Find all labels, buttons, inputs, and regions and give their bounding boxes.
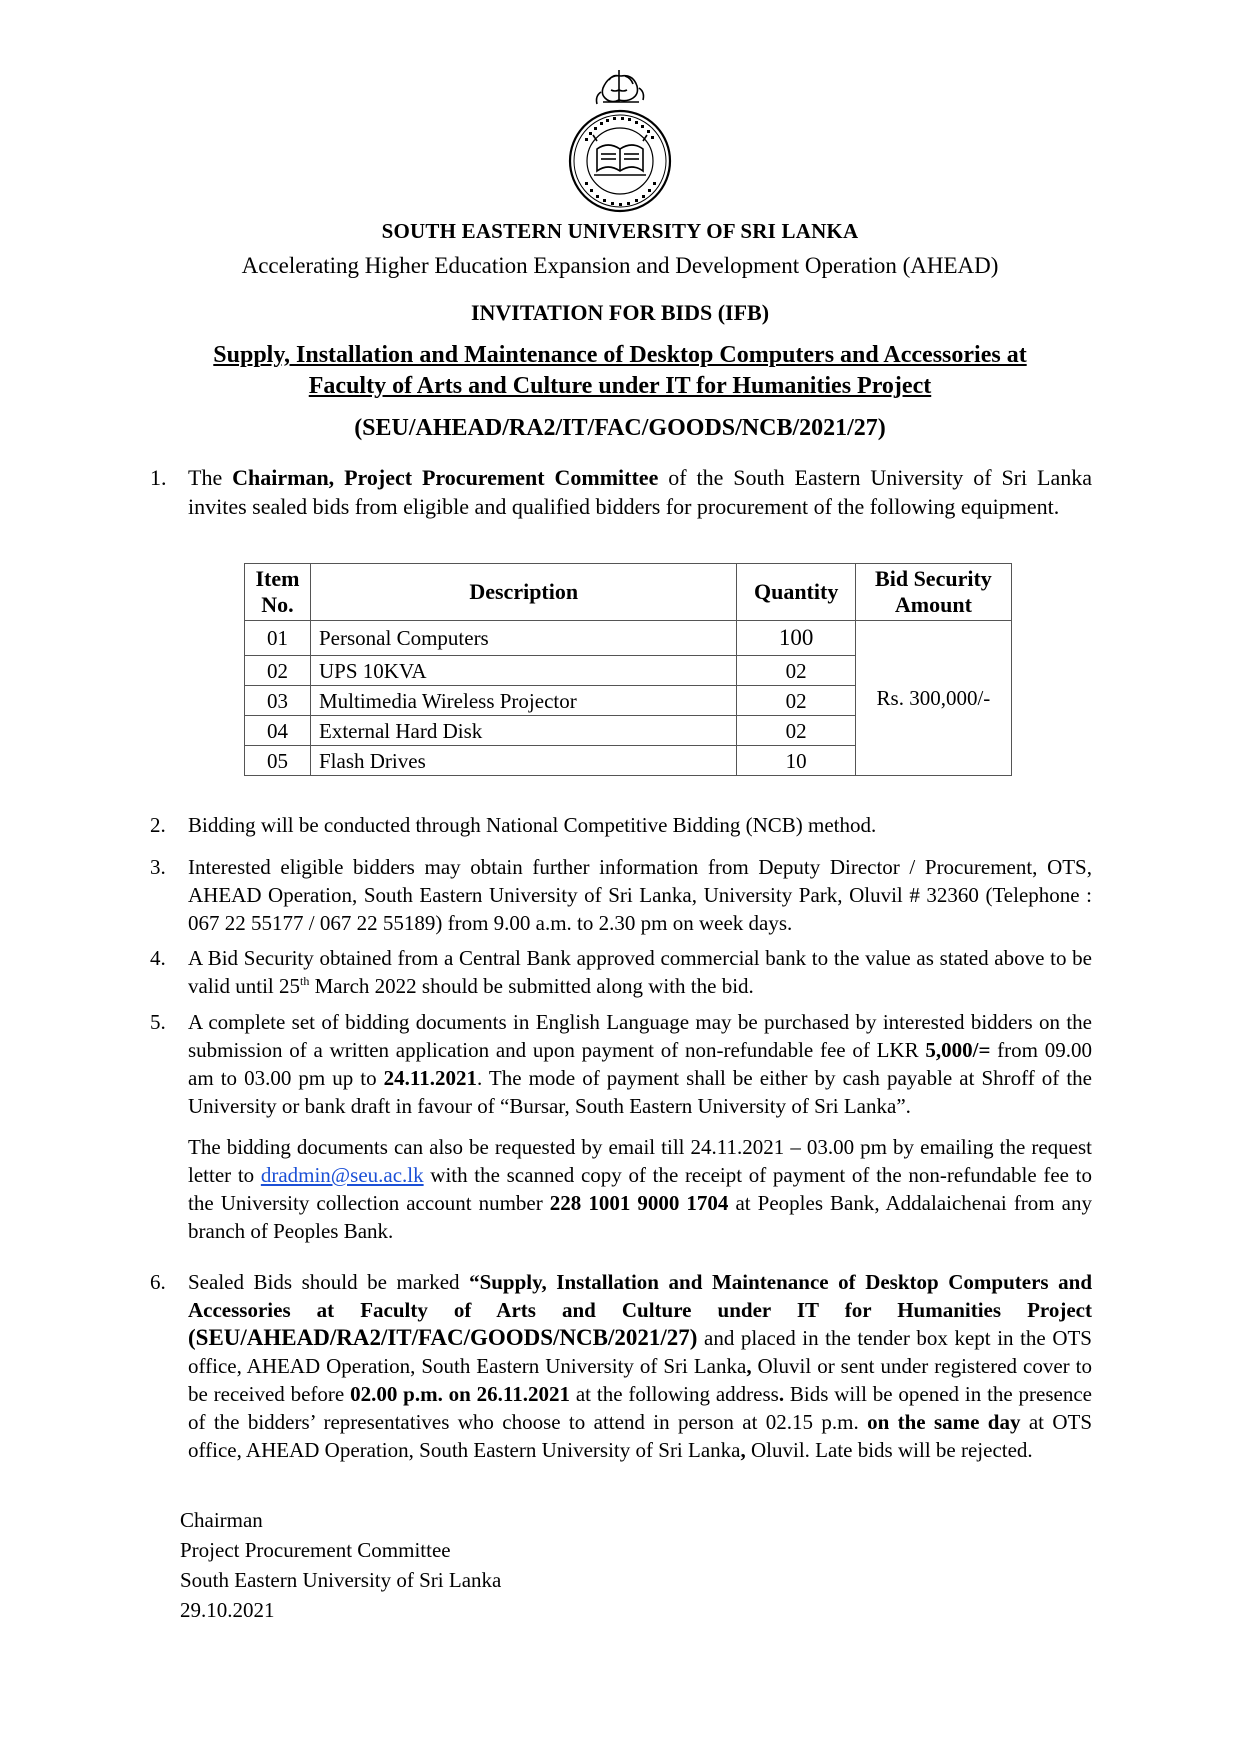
item-no: 05 xyxy=(245,746,311,776)
item-no: 02 xyxy=(245,656,311,686)
para6-comma2: , xyxy=(740,1438,746,1462)
header-description: Description xyxy=(311,564,737,621)
item-quantity: 02 xyxy=(737,686,855,716)
para5-d: The bidding documents can also be requested by email till 24.11.2021 – 03.00 pm by emailing the request letter to xyxy=(188,1135,1092,1187)
para6-b: and placed in the tender box kept in the OTS office, AHEAD Operation, South Eastern University of Sri Lanka xyxy=(188,1326,1092,1378)
para5-fee: 5,000/= xyxy=(925,1038,991,1062)
university-seal-logo xyxy=(563,66,678,216)
para4 xyxy=(188,944,1092,1000)
header-quantity: Quantity xyxy=(737,564,855,621)
item-description: Multimedia Wireless Projector xyxy=(311,686,737,716)
bid-subject-line2: Faculty of Arts and Culture under IT for Humanities Project xyxy=(308,373,932,399)
para2-number: 2. xyxy=(150,813,166,837)
para5 xyxy=(188,1008,1092,1120)
item-no: 04 xyxy=(245,716,311,746)
bid-security-amount: Rs. 300,000/- xyxy=(855,621,1011,776)
signature-block xyxy=(180,1505,501,1625)
para5-a: A complete set of bidding documents in English Language may be purchased by interested bidders on the submission of a written application and upon payment of non-refundable fee of LKR xyxy=(188,1010,1092,1062)
para2: Bidding will be conducted through National Competitive Bidding (NCB) method. xyxy=(188,813,877,837)
bid-subject-line1: Supply, Installation and Maintenance of Desktop Computers and Accessories at xyxy=(213,342,1027,368)
header-item-no: Item No. xyxy=(245,564,311,621)
signature-date: 29.10.2021 xyxy=(180,1598,275,1622)
item-description: Flash Drives xyxy=(311,746,737,776)
para5-date: 24.11.2021 xyxy=(383,1066,477,1090)
table-header-row xyxy=(245,564,1012,621)
para6-ref: (SEU/AHEAD/RA2/IT/FAC/GOODS/NCB/2021/27) xyxy=(188,1325,698,1350)
para6-e: Bids will be opened in the presence of the bidders’ representatives who choose to attend in person at 02.15 p.m. xyxy=(188,1382,1093,1434)
item-description: Personal Computers xyxy=(311,621,737,656)
para1-pre: The xyxy=(188,465,233,490)
para5-email-section xyxy=(188,1133,1092,1245)
bid-reference: (SEU/AHEAD/RA2/IT/FAC/GOODS/NCB/2021/27) xyxy=(354,415,886,441)
para6-c: Oluvil or sent under registered cover to be received before xyxy=(188,1354,1092,1406)
para6-g: Oluvil. Late bids will be rejected. xyxy=(745,1438,1033,1462)
para3-number: 3. xyxy=(150,855,166,879)
para6 xyxy=(188,1268,1092,1464)
document-type: INVITATION FOR BIDS (IFB) xyxy=(470,300,770,325)
para1-post: of the South Eastern University of Sri Lanka invites sealed bids from eligible and qualified bidders for procurement of the following equipment. xyxy=(188,465,1092,519)
para4-number: 4. xyxy=(150,946,166,970)
account-number: 228 1001 9000 1704 xyxy=(549,1191,729,1215)
para5-f: at Peoples Bank, Addalaichenai from any branch of Peoples Bank. xyxy=(188,1191,1092,1243)
program-name: Accelerating Higher Education Expansion and Development Operation (AHEAD) xyxy=(241,253,999,278)
para6-period: . xyxy=(778,1382,785,1406)
signature-committee: Project Procurement Committee xyxy=(180,1538,451,1562)
header-bid-security: Bid Security Amount xyxy=(855,564,1011,621)
para5-b: from 09.00 am to 03.00 pm up to xyxy=(188,1038,1092,1090)
item-no: 03 xyxy=(245,686,311,716)
para4-pre: A Bid Security obtained from a Central Bank approved commercial bank to the value as stated above to be valid until 25 xyxy=(188,946,1092,998)
signature-title: Chairman xyxy=(180,1508,263,1532)
item-quantity: 02 xyxy=(737,716,855,746)
items-table xyxy=(244,563,1012,776)
item-description: UPS 10KVA xyxy=(311,656,737,686)
para1-number: 1. xyxy=(150,465,167,490)
item-quantity: 100 xyxy=(737,621,855,656)
para4-post: March 2022 should be submitted along with the bid. xyxy=(309,974,754,998)
item-quantity: 10 xyxy=(737,746,855,776)
para6-f: at OTS office, AHEAD Operation, South Eastern University of Sri Lanka xyxy=(188,1410,1092,1462)
item-description: External Hard Disk xyxy=(311,716,737,746)
para1-bold: Chairman, Project Procurement Committee xyxy=(232,465,659,490)
table-row xyxy=(245,621,1012,656)
para6-number: 6. xyxy=(150,1270,166,1294)
para4-sup: th xyxy=(300,974,310,988)
para6-deadline: 02.00 p.m. on 26.11.2021 xyxy=(350,1382,571,1406)
para6-a: Sealed Bids should be marked xyxy=(188,1270,470,1294)
para6-d: at the following address xyxy=(570,1382,779,1406)
para3: Interested eligible bidders may obtain further information from Deputy Director / Procurement, OTS, AHEAD Operation, South Eastern University of Sri Lanka, University Park, Oluvil # 32360 (Telephone : 067 22 55177 / 067 22 55189) from 9.00 a.m. to 2.30 pm on week days. xyxy=(188,855,1092,935)
bid-subject xyxy=(0,340,1240,402)
university-name: SOUTH EASTERN UNIVERSITY OF SRI LANKA xyxy=(381,219,859,243)
para1 xyxy=(188,463,1092,521)
para5-e: with the scanned copy of the receipt of payment of the non-refundable fee to the University collection account number xyxy=(188,1163,1092,1215)
email-link[interactable]: dradmin@seu.ac.lk xyxy=(260,1163,424,1187)
para6-same-day: on the same day xyxy=(867,1410,1021,1434)
para6-comma1: , xyxy=(746,1354,752,1378)
para5-c: . The mode of payment shall be either by cash payable at Shroff of the University or bank draft in favour of “Bursar, South Eastern University of Sri Lanka”. xyxy=(188,1066,1092,1118)
signature-university: South Eastern University of Sri Lanka xyxy=(180,1568,502,1592)
item-quantity: 02 xyxy=(737,656,855,686)
para5-number: 5. xyxy=(150,1010,166,1034)
item-no: 01 xyxy=(245,621,311,656)
para6-title: “Supply, Installation and Maintenance of Desktop Computers and Accessories at Faculty of Arts and Culture under IT for Humanities Project xyxy=(188,1270,1092,1322)
